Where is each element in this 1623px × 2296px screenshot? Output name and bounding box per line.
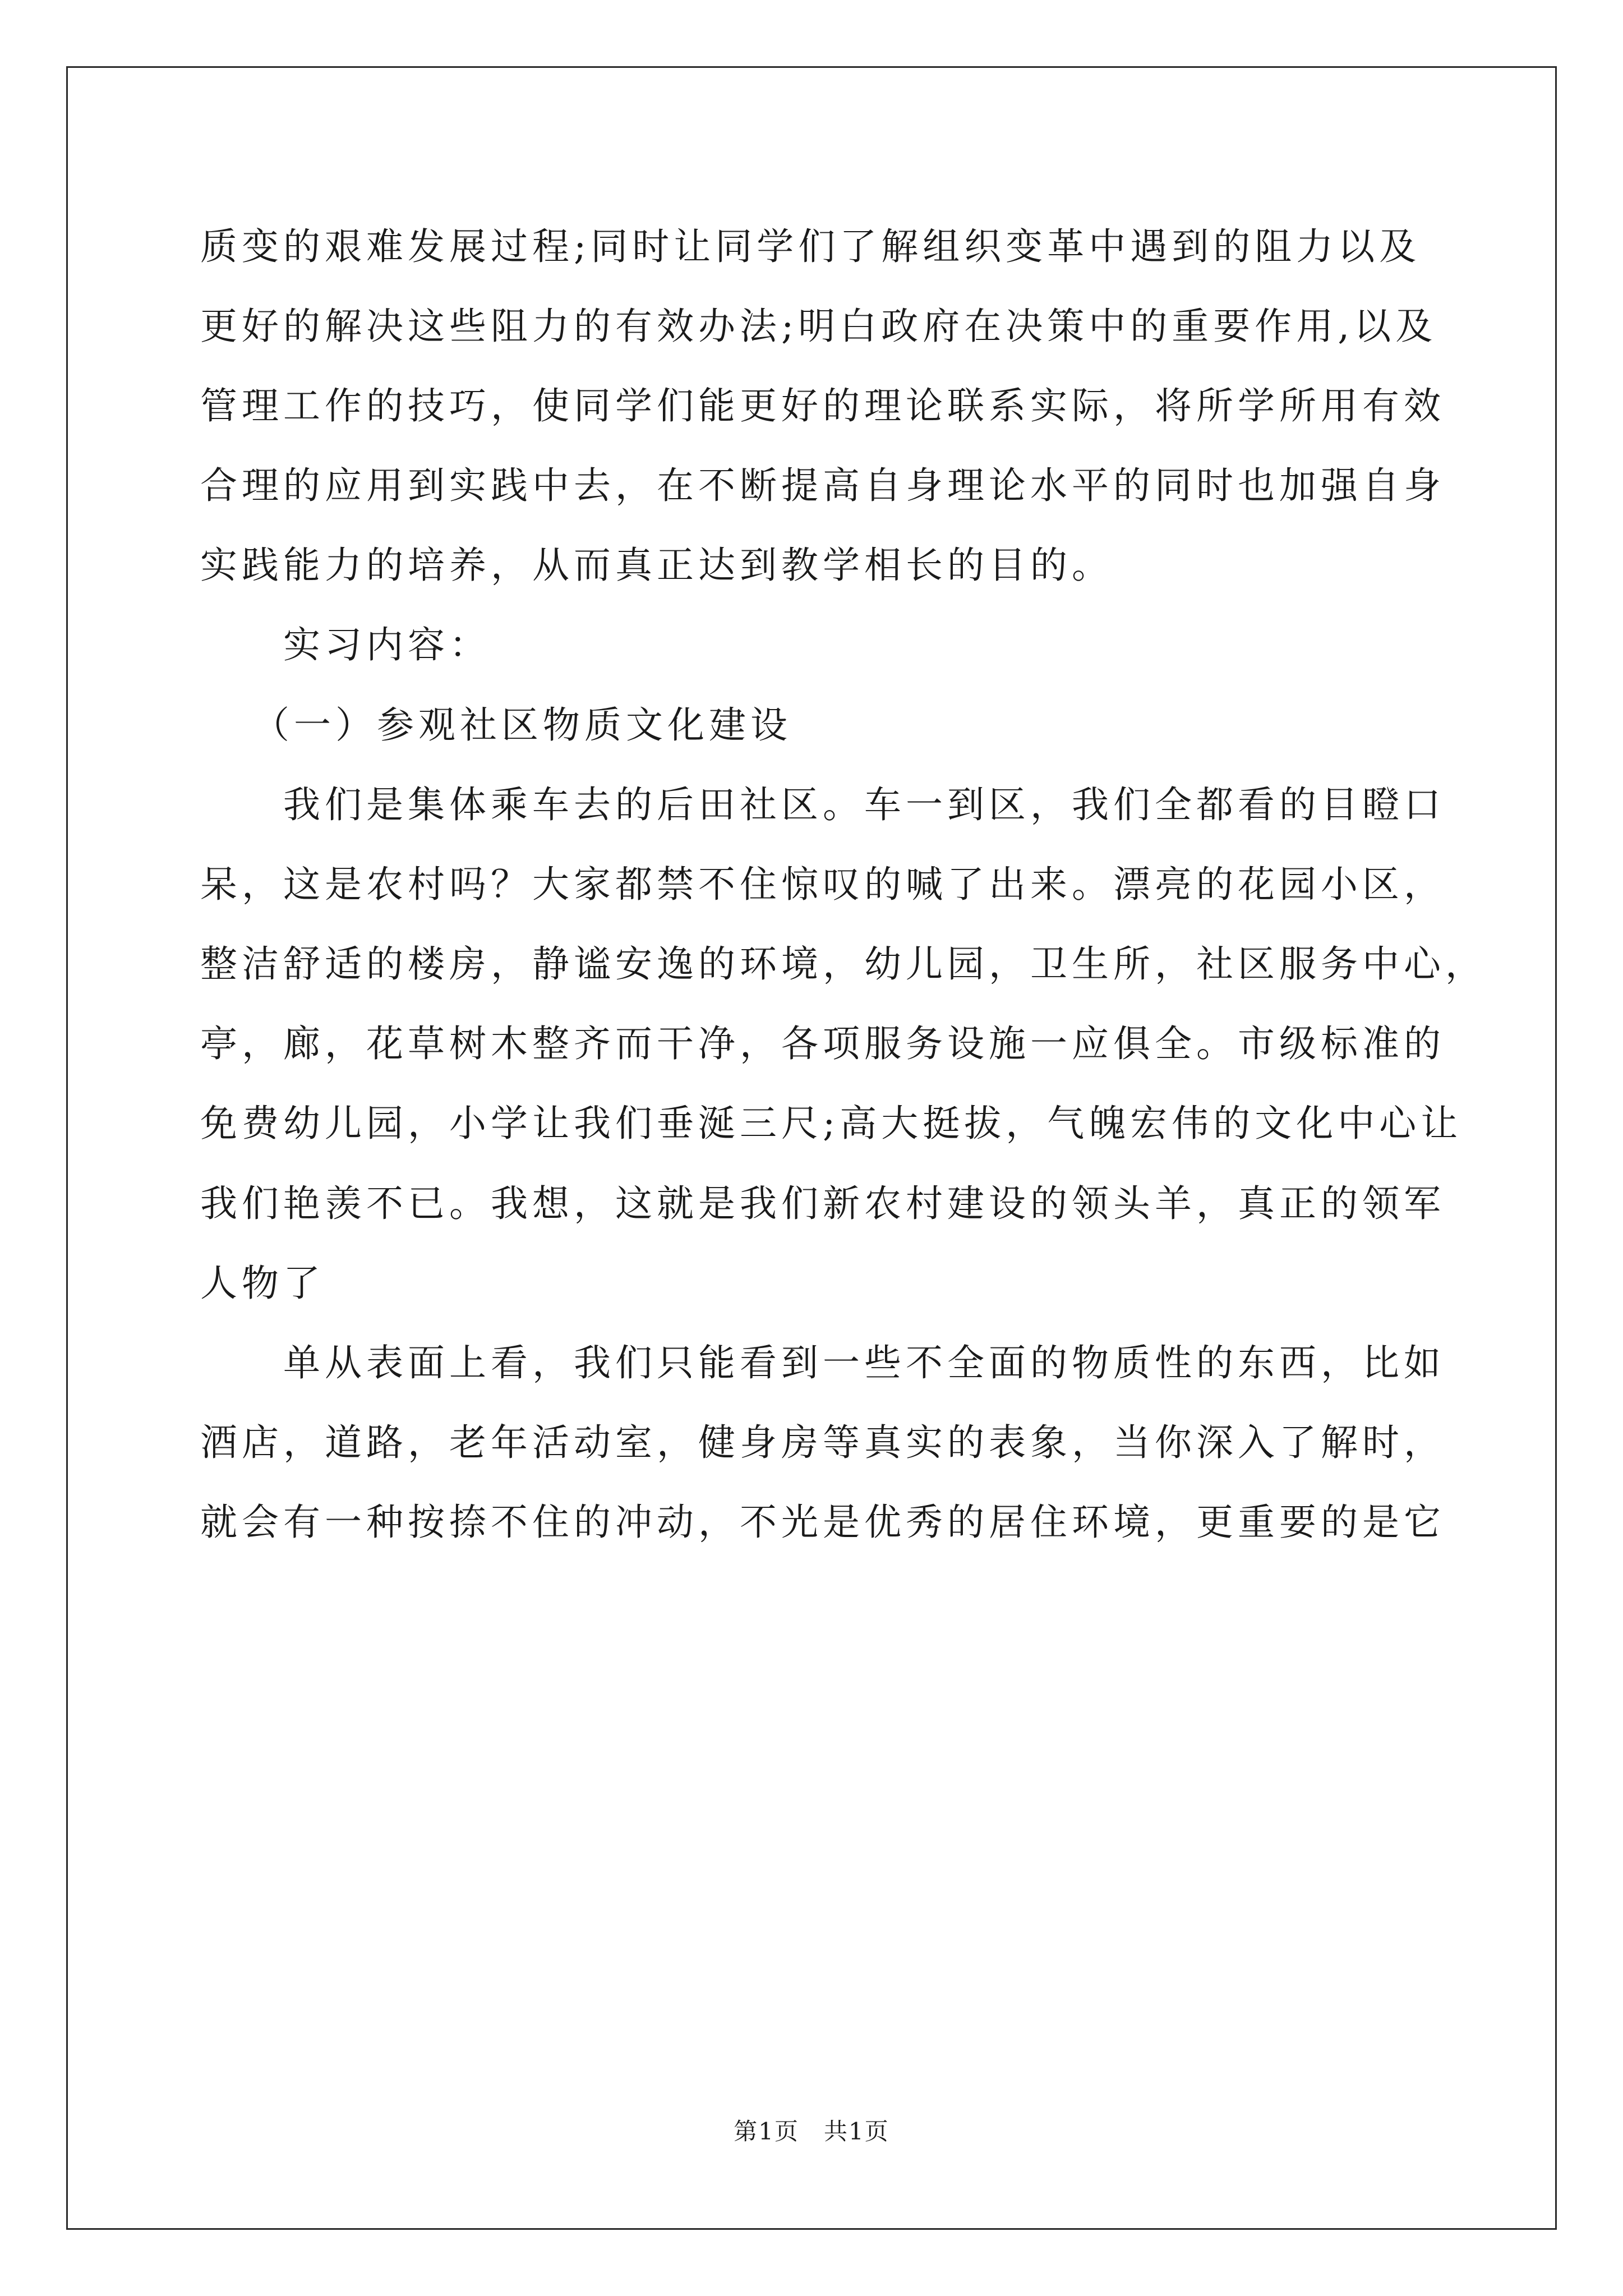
page-footer: 第1页 共1页: [734, 2118, 889, 2145]
paragraph-line: 酒店，道路，老年活动室，健身房等真实的表象，当你深入了解时，: [200, 1421, 1445, 1464]
section-heading: 实习内容：: [283, 623, 491, 666]
paragraph-line: 合理的应用到实践中去，在不断提高自身理论水平的同时也加强自身: [200, 464, 1445, 507]
paragraph-line: 单从表面上看，我们只能看到一些不全面的物质性的东西，比如: [283, 1341, 1445, 1384]
paragraph-line: 实践能力的培养，从而真正达到教学相长的目的。: [200, 544, 1113, 587]
paragraph-line: 质变的艰难发展过程;同时让同学们了解组织变革中遇到的阻力以及: [200, 225, 1421, 268]
paragraph-line: 呆，这是农村吗？大家都禁不住惊叹的喊了出来。漂亮的花园小区，: [200, 863, 1445, 906]
paragraph-line: 亭，廊，花草树木整齐而干净，各项服务设施一应俱全。市级标准的: [200, 1022, 1445, 1065]
paragraph-line: 整洁舒适的楼房，静谧安逸的环境，幼儿园，卫生所，社区服务中心，: [200, 942, 1487, 986]
paragraph-line: 管理工作的技巧，使同学们能更好的理论联系实际，将所学所用有效: [200, 384, 1445, 427]
paragraph-line: 更好的解决这些阻力的有效办法;明白政府在决策中的重要作用,以及: [200, 305, 1437, 348]
paragraph-line: 我们艳羡不已。我想，这就是我们新农村建设的领头羊，真正的领军: [200, 1182, 1445, 1225]
paragraph-line: 就会有一种按捺不住的冲动，不光是优秀的居住环境，更重要的是它: [200, 1501, 1445, 1544]
paragraph-line: 我们是集体乘车去的后田社区。车一到区，我们全都看的目瞪口: [283, 783, 1445, 826]
paragraph-line: 人物了: [200, 1262, 325, 1305]
paragraph-line: 免费幼儿园，小学让我们垂涎三尺;高大挺拔，气魄宏伟的文化中心让: [200, 1102, 1463, 1145]
subsection-heading: （一）参观社区物质文化建设: [252, 703, 792, 747]
